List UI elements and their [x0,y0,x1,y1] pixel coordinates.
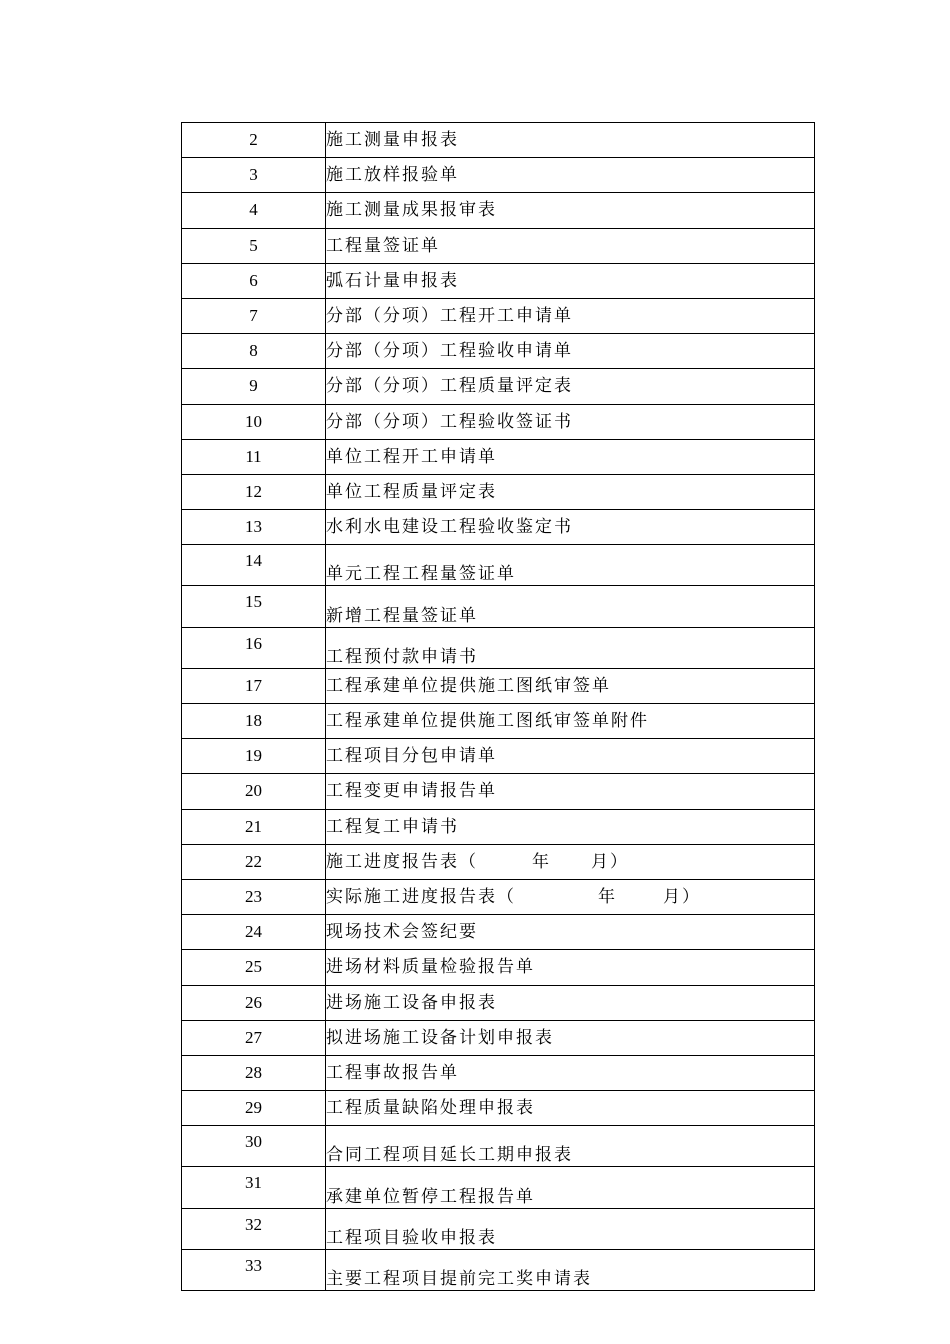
form-name: 承建单位暂停工程报告单 [326,1167,815,1208]
table-row [182,1020,815,1055]
form-name: 工程承建单位提供施工图纸审签单 [326,668,815,703]
row-number: 17 [182,668,326,703]
row-number: 9 [182,369,326,404]
form-name: 进场施工设备申报表 [326,985,815,1020]
form-name: 工程预付款申请书 [326,627,815,668]
table-row [182,844,815,879]
form-name: 进场材料质量检验报告单 [326,950,815,985]
row-number: 25 [182,950,326,985]
form-name: 拟进场施工设备计划申报表 [326,1020,815,1055]
table-row [182,123,815,158]
table-row [182,704,815,739]
form-name: 主要工程项目提前完工奖申请表 [326,1249,815,1290]
form-name: 工程变更申请报告单 [326,774,815,809]
table-row [182,158,815,193]
table-row [182,739,815,774]
year-label: 年 [598,887,617,908]
row-number: 12 [182,474,326,509]
row-number: 23 [182,879,326,914]
table-row [182,263,815,298]
table-row [182,1091,815,1126]
month-label: 月） [591,851,629,872]
row-number: 6 [182,263,326,298]
table-row [182,1249,815,1290]
row-number: 19 [182,739,326,774]
table-row [182,1126,815,1167]
row-number: 8 [182,334,326,369]
row-number: 22 [182,844,326,879]
table-row [182,439,815,474]
form-name: 工程项目分包申请单 [326,739,815,774]
form-name: 分部（分项）工程验收签证书 [326,404,815,439]
year-label: 年 [532,851,551,872]
table-row [182,950,815,985]
form-name: 水利水电建设工程验收鉴定书 [326,510,815,545]
table-row [182,545,815,586]
table-row [182,193,815,228]
form-name: 单位工程质量评定表 [326,474,815,509]
form-name: 施工测量成果报审表 [326,193,815,228]
form-name: 合同工程项目延长工期申报表 [326,1126,815,1167]
table-row [182,1055,815,1090]
table-row [182,668,815,703]
table-row [182,586,815,627]
form-name [326,844,815,879]
form-name: 弧石计量申报表 [326,263,815,298]
row-number: 20 [182,774,326,809]
row-number: 15 [182,586,326,627]
table-row [182,334,815,369]
row-number: 28 [182,1055,326,1090]
row-number: 14 [182,545,326,586]
row-number: 27 [182,1020,326,1055]
form-name: 施工放样报验单 [326,158,815,193]
table-row [182,474,815,509]
row-number: 16 [182,627,326,668]
table-row [182,298,815,333]
row-number: 32 [182,1208,326,1249]
form-name: 工程承建单位提供施工图纸审签单附件 [326,704,815,739]
month-label: 月） [663,887,701,908]
form-name: 单位工程开工申请单 [326,439,815,474]
row-number: 10 [182,404,326,439]
row-number: 29 [182,1091,326,1126]
row-number: 24 [182,915,326,950]
form-name: 工程质量缺陷处理申报表 [326,1091,815,1126]
row-number: 13 [182,510,326,545]
table-row [182,510,815,545]
form-name [326,879,815,914]
table-body [182,123,815,1291]
row-number: 33 [182,1249,326,1290]
table-row [182,879,815,914]
table-row [182,809,815,844]
form-name: 工程事故报告单 [326,1055,815,1090]
form-name: 新增工程量签证单 [326,586,815,627]
form-name-prefix: 施工进度报告表（ [326,851,478,872]
row-number: 4 [182,193,326,228]
row-number: 26 [182,985,326,1020]
row-number: 11 [182,439,326,474]
table-row [182,369,815,404]
row-number: 3 [182,158,326,193]
table-row [182,1208,815,1249]
form-name: 施工测量申报表 [326,123,815,158]
form-name: 工程量签证单 [326,228,815,263]
table-row [182,404,815,439]
row-number: 21 [182,809,326,844]
form-name-prefix: 实际施工进度报告表（ [326,887,516,908]
row-number: 18 [182,704,326,739]
row-number: 30 [182,1126,326,1167]
row-number: 31 [182,1167,326,1208]
form-name: 单元工程工程量签证单 [326,545,815,586]
table-row [182,1167,815,1208]
form-name: 分部（分项）工程验收申请单 [326,334,815,369]
row-number: 7 [182,298,326,333]
table-row [182,985,815,1020]
table-row [182,228,815,263]
form-name: 工程复工申请书 [326,809,815,844]
table-row [182,627,815,668]
form-list-table [181,122,815,1291]
table-row [182,774,815,809]
form-name: 分部（分项）工程开工申请单 [326,298,815,333]
form-name: 分部（分项）工程质量评定表 [326,369,815,404]
form-name: 工程项目验收申报表 [326,1208,815,1249]
row-number: 5 [182,228,326,263]
form-name: 现场技术会签纪要 [326,915,815,950]
row-number: 2 [182,123,326,158]
table-row [182,915,815,950]
